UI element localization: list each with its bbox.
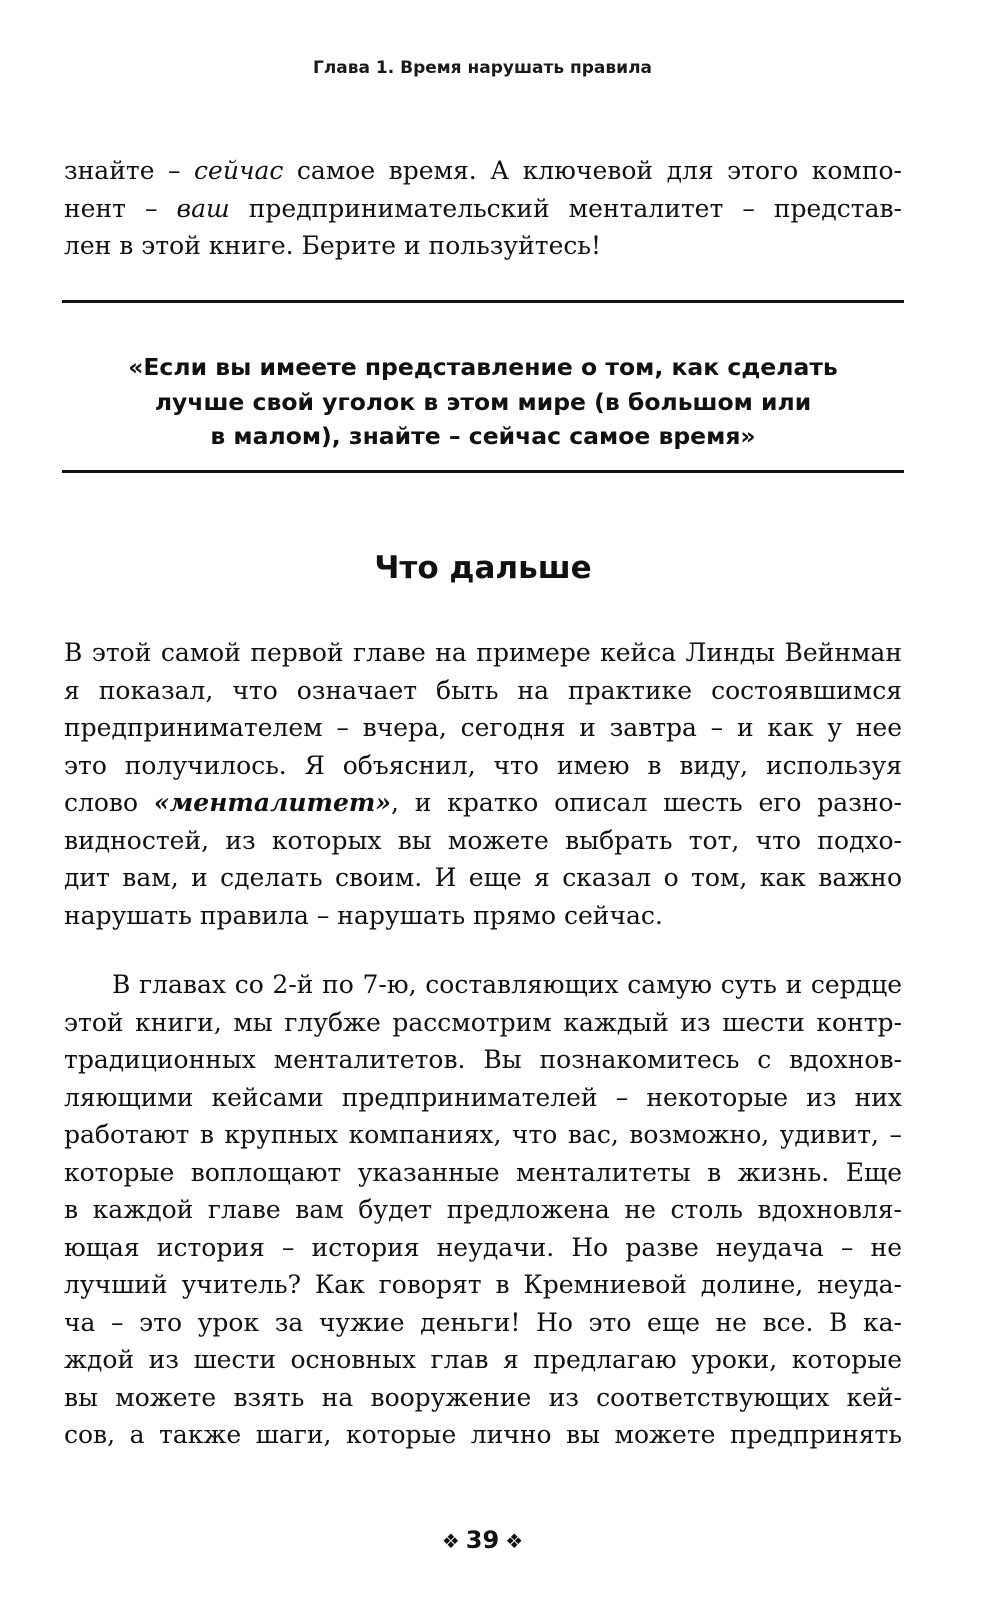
quote-line: «Если вы имеете представление о том, как сделать — [128, 353, 838, 381]
text-line: ждой из шести основных глав я предлагаю уроки, которые — [64, 1345, 902, 1374]
text-line: слово «менталитет», и кратко описал шесть его разно- — [64, 788, 902, 817]
quote-line: лучше свой уголок в этом мире (в большом или — [154, 387, 812, 416]
pull-quote — [62, 350, 904, 454]
page-footer — [0, 1526, 965, 1554]
bottom-rule — [62, 470, 904, 473]
text-line: которые воплощают указанные менталитеты в жизнь. Еще — [64, 1157, 902, 1187]
text-line: работают в крупных компаниях, что вас, возможно, удивит, – — [64, 1120, 902, 1149]
text-line: этой книги, мы глубже рассмотрим каждый из шести контр- — [64, 1007, 902, 1037]
text-line: нент – ваш предпринимательский менталитет – представ- — [64, 193, 902, 223]
top-rule — [62, 300, 904, 303]
text-line: лучший учитель? Как говорят в Кремниевой долине, неуда- — [64, 1270, 902, 1299]
emphasis: ваш — [176, 193, 230, 223]
emphasis: «менталитет» — [153, 788, 391, 817]
emphasis: сейчас — [194, 156, 284, 185]
running-head: Глава 1. Время нарушать правила — [313, 58, 652, 78]
text-line: лен в этой книге. Берите и пользуйтесь! — [64, 231, 602, 260]
text-line: ча – это урок за чужие деньги! Но это еще не все. В ка- — [64, 1307, 902, 1337]
paragraph-2 — [64, 966, 902, 1454]
text-line: предпринимателем – вчера, сегодня и завтра – и как у нее — [64, 713, 902, 742]
text-line: вы можете взять на вооружение из соответствующих кей- — [64, 1382, 902, 1412]
diamond-ornament-icon: ❖ — [505, 1529, 524, 1553]
section-heading: Что дальше — [374, 550, 592, 586]
text-line: знайте – сейчас самое время. А ключевой для этого компо- — [64, 156, 902, 185]
paragraph-1 — [64, 634, 902, 934]
page-number: 39 — [465, 1526, 500, 1554]
quote-line: в малом), знайте – сейчас самое время» — [210, 422, 756, 450]
text-line: это получилось. Я объяснил, что имею в виду, используя — [64, 750, 902, 780]
text-line: я показал, что означает быть на практике состоявшимся — [64, 675, 902, 705]
text-line: дит вам, и сделать своим. И еще я сказал о том, как важно — [64, 863, 902, 892]
text-line: ляющими кейсами предпринимателей – некоторые из них — [64, 1082, 902, 1112]
text-line: нарушать правила – нарушать прямо сейчас. — [64, 900, 663, 930]
text-line: В главах со 2-й по 7-ю, составляющих самую суть и сердце — [112, 970, 902, 999]
text-line: ющая история – история неудачи. Но разве неудача – не — [64, 1232, 902, 1262]
diamond-ornament-icon: ❖ — [441, 1529, 460, 1553]
text-line: сов, а также шаги, которые лично вы можете предпринять — [64, 1420, 902, 1449]
text-line: В этой самой первой главе на примере кейса Линды Вейнман — [64, 638, 902, 667]
intro-paragraph — [64, 152, 902, 265]
text-line: традиционных менталитетов. Вы познакомитесь с вдохнов- — [64, 1045, 902, 1074]
text-line: видностей, из которых вы можете выбрать тот, что подхо- — [64, 825, 902, 855]
text-line: в каждой главе вам будет предложена не столь вдохновля- — [64, 1195, 902, 1224]
